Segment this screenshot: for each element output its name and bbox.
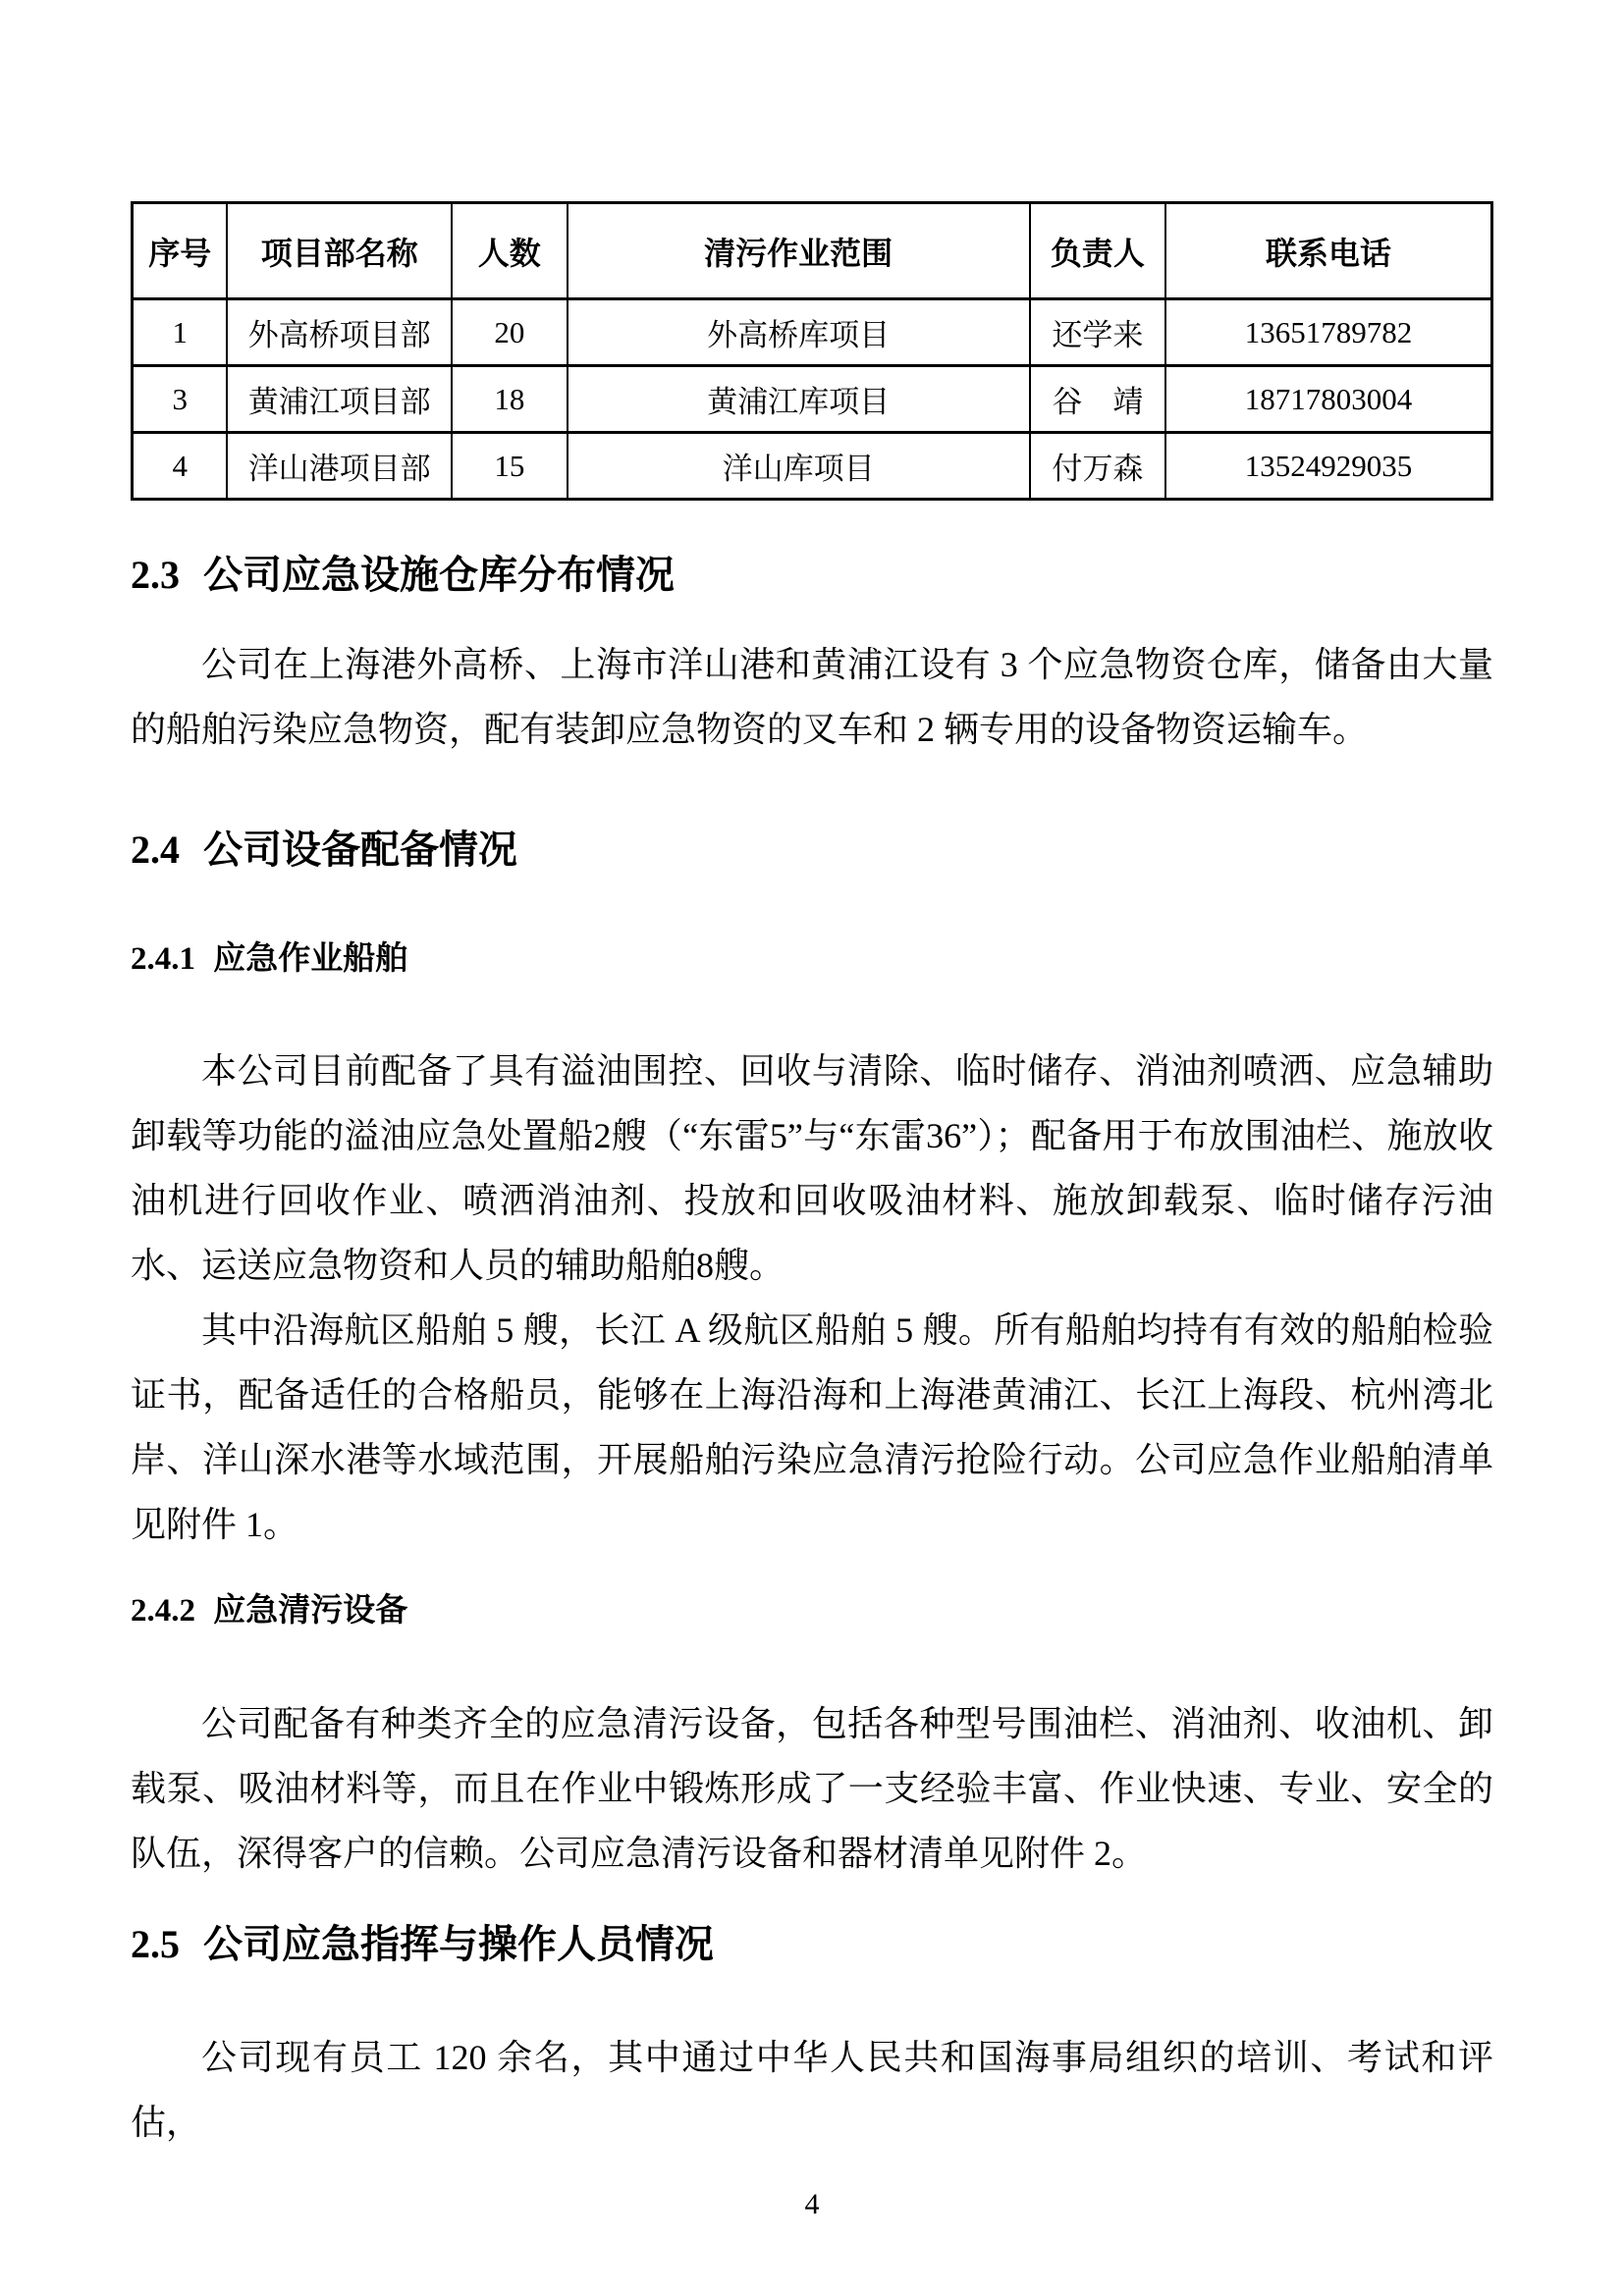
paragraph-2-3: 公司在上海港外高桥、上海市洋山港和黄浦江设有 3 个应急物资仓库，储备由大量的船舶污染应急物资，配有装卸应急物资的叉车和 2 辆专用的设备物资运输车。	[131, 645, 1493, 749]
table-cell: 付万森	[1030, 433, 1166, 500]
table-header-cell: 序号	[133, 203, 228, 299]
table-cell: 外高桥项目部	[227, 299, 452, 366]
table-cell: 黄浦江库项目	[568, 366, 1030, 433]
table-cell: 还学来	[1030, 299, 1166, 366]
table-cell: 洋山库项目	[568, 433, 1030, 500]
table-row	[133, 366, 1492, 433]
table-cell: 15	[452, 433, 568, 500]
paragraph-2-4-1-b: 其中沿海航区船舶 5 艘，长江 A 级航区船舶 5 艘。所有船舶均持有有效的船舶检验证书，配备适任的合格船员，能够在上海沿海和上海港黄浦江、长江上海段、杭州湾北岸、洋山深水港等水域范围，开展船舶污染应急清污抢险行动。公司应急作业船舶清单见附件 1。	[131, 1309, 1493, 1544]
table-cell: 18717803004	[1165, 366, 1491, 433]
section-heading-2-4-2: 2.4.2 应急清污设备	[131, 1592, 408, 1629]
page-number: 4	[804, 2188, 820, 2221]
table-cell: 18	[452, 366, 568, 433]
table-cell: 20	[452, 299, 568, 366]
table-cell: 1	[133, 299, 228, 366]
table-header-row	[133, 203, 1492, 299]
table-cell: 外高桥库项目	[568, 299, 1030, 366]
table-cell: 谷 靖	[1030, 366, 1166, 433]
table-cell: 4	[133, 433, 228, 500]
table-cell: 13651789782	[1165, 299, 1491, 366]
paragraph-2-4-2: 公司配备有种类齐全的应急清污设备，包括各种型号围油栏、消油剂、收油机、卸载泵、吸油材料等，而且在作业中锻炼形成了一支经验丰富、作业快速、专业、安全的队伍，深得客户的信赖。公司应急清污设备和器材清单见附件 2。	[131, 1704, 1493, 1874]
section-heading-2-4: 2.4 公司设备配备情况	[131, 828, 517, 872]
table-cell: 黄浦江项目部	[227, 366, 452, 433]
table-header-cell: 联系电话	[1165, 203, 1491, 299]
table-header-cell: 负责人	[1030, 203, 1166, 299]
table-cell: 3	[133, 366, 228, 433]
table-cell: 13524929035	[1165, 433, 1491, 500]
section-heading-2-5: 2.5 公司应急指挥与操作人员情况	[131, 1922, 714, 1967]
table-row	[133, 433, 1492, 500]
table-header-cell: 项目部名称	[227, 203, 452, 299]
section-heading-2-4-1: 2.4.1 应急作业船舶	[131, 941, 408, 977]
paragraph-2-4-1-a: 本公司目前配备了具有溢油围控、回收与清除、临时储存、消油剂喷洒、应急辅助卸载等功能的溢油应急处置船2艘（“东雷5”与“东雷36”）；配备用于布放围油栏、施放收油机进行回收作业、喷洒消油剂、投放和回收吸油材料、施放卸载泵、临时储存污油水、运送应急物资和人员的辅助船舶8艘。	[131, 1050, 1493, 1285]
table-row	[133, 299, 1492, 366]
page-content	[131, 0, 1493, 2221]
table-cell: 洋山港项目部	[227, 433, 452, 500]
section-heading-2-3: 2.3 公司应急设施仓库分布情况	[131, 553, 675, 597]
project-departments-table	[131, 201, 1493, 501]
paragraph-2-5: 公司现有员工 120 余名，其中通过中华人民共和国海事局组织的培训、考试和评估，	[131, 2038, 1493, 2143]
table-header-cell: 清污作业范围	[568, 203, 1030, 299]
table-header-cell: 人数	[452, 203, 568, 299]
